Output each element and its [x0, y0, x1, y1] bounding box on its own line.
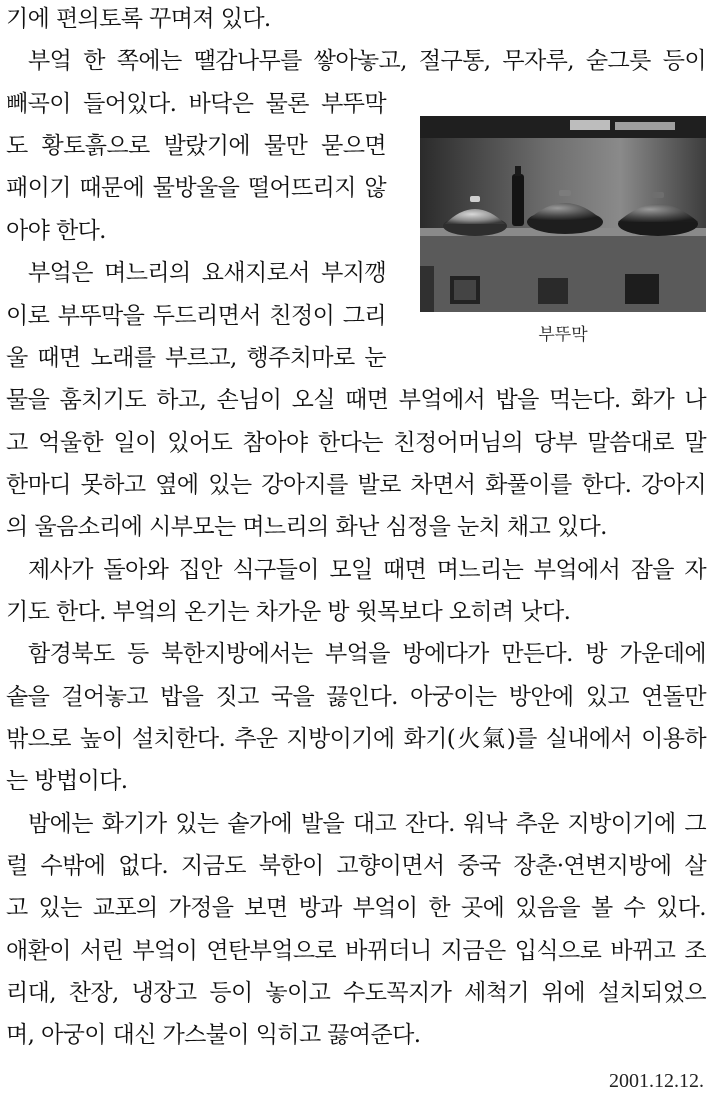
kitchen-stove-photo	[420, 116, 706, 312]
text-line: 고 있는 교포의 가정을 보면 방과 부엌이 한 곳에 있음을 볼 수 있다.	[6, 895, 706, 921]
text-line: 이로 부뚜막을 두드리면서 친정이 그리	[6, 303, 386, 329]
text-line: 기에 편의토록 꾸며져 있다.	[6, 6, 271, 32]
text-line: 제사가 돌아와 집안 식구들이 모일 때면 며느리는 부엌에서 잠을 자	[28, 557, 706, 583]
text-line: 물을 훔치기도 하고, 손님이 오실 때면 부엌에서 밥을 먹는다. 화가 나	[6, 387, 706, 413]
text-line: 부엌 한 쪽에는 땔감나무를 쌓아놓고, 절구통, 무자루, 숟그릇 등이	[28, 48, 706, 74]
text-line: 부엌은 며느리의 요새지로서 부지깽	[28, 260, 386, 286]
text-line: 패이기 때문에 물방울을 떨어뜨리지 않	[6, 175, 386, 201]
text-line: 빼곡이 들어있다. 바닥은 물론 부뚜막	[6, 91, 386, 117]
text-line: 밖으로 높이 설치한다. 추운 지방이기에 화기(火氣)를 실내에서 이용하	[6, 726, 706, 752]
text-line: 함경북도 등 북한지방에서는 부엌을 방에다가 만든다. 방 가운데에	[28, 641, 706, 667]
text-line: 도 황토흙으로 발랐기에 물만 묻으면	[6, 133, 386, 159]
text-line: 한마디 못하고 옆에 있는 강아지를 발로 차면서 화풀이를 한다. 강아지	[6, 472, 706, 498]
text-line: 울 때면 노래를 부르고, 행주치마로 눈	[6, 345, 386, 371]
text-line: 고 억울한 일이 있어도 참아야 한다는 친정어머님의 당부 말씀대로 말	[6, 430, 706, 456]
text-line: 는 방법이다.	[6, 768, 128, 794]
text-line: 기도 한다. 부엌의 온기는 차가운 방 윗목보다 오히려 낫다.	[6, 599, 571, 625]
text-line: 솥을 걸어놓고 밥을 짓고 국을 끓인다. 아궁이는 방안에 있고 연돌만	[6, 684, 706, 710]
text-line: 아야 한다.	[6, 218, 106, 244]
text-line: 밤에는 화기가 있는 솥가에 발을 대고 잔다. 워낙 추운 지방이기에 그	[28, 811, 706, 837]
text-line: 리대, 찬장, 냉장고 등이 놓이고 수도꼭지가 세척기 위에 설치되었으	[6, 980, 706, 1006]
text-line: 럴 수밖에 없다. 지금도 북한이 고향이면서 중국 장춘·연변지방에 살	[6, 853, 706, 879]
text-line: 며, 아궁이 대신 가스불이 익히고 끓여준다.	[6, 1022, 421, 1048]
text-line: 애환이 서린 부엌이 연탄부엌으로 바뀌더니 지금은 입식으로 바뀌고 조	[6, 938, 706, 964]
photo-caption: 부뚜막	[538, 325, 588, 345]
publication-date: 2001.12.12.	[609, 1070, 704, 1092]
text-line: 의 울음소리에 시부모는 며느리의 화난 심정을 눈치 채고 있다.	[6, 514, 607, 540]
